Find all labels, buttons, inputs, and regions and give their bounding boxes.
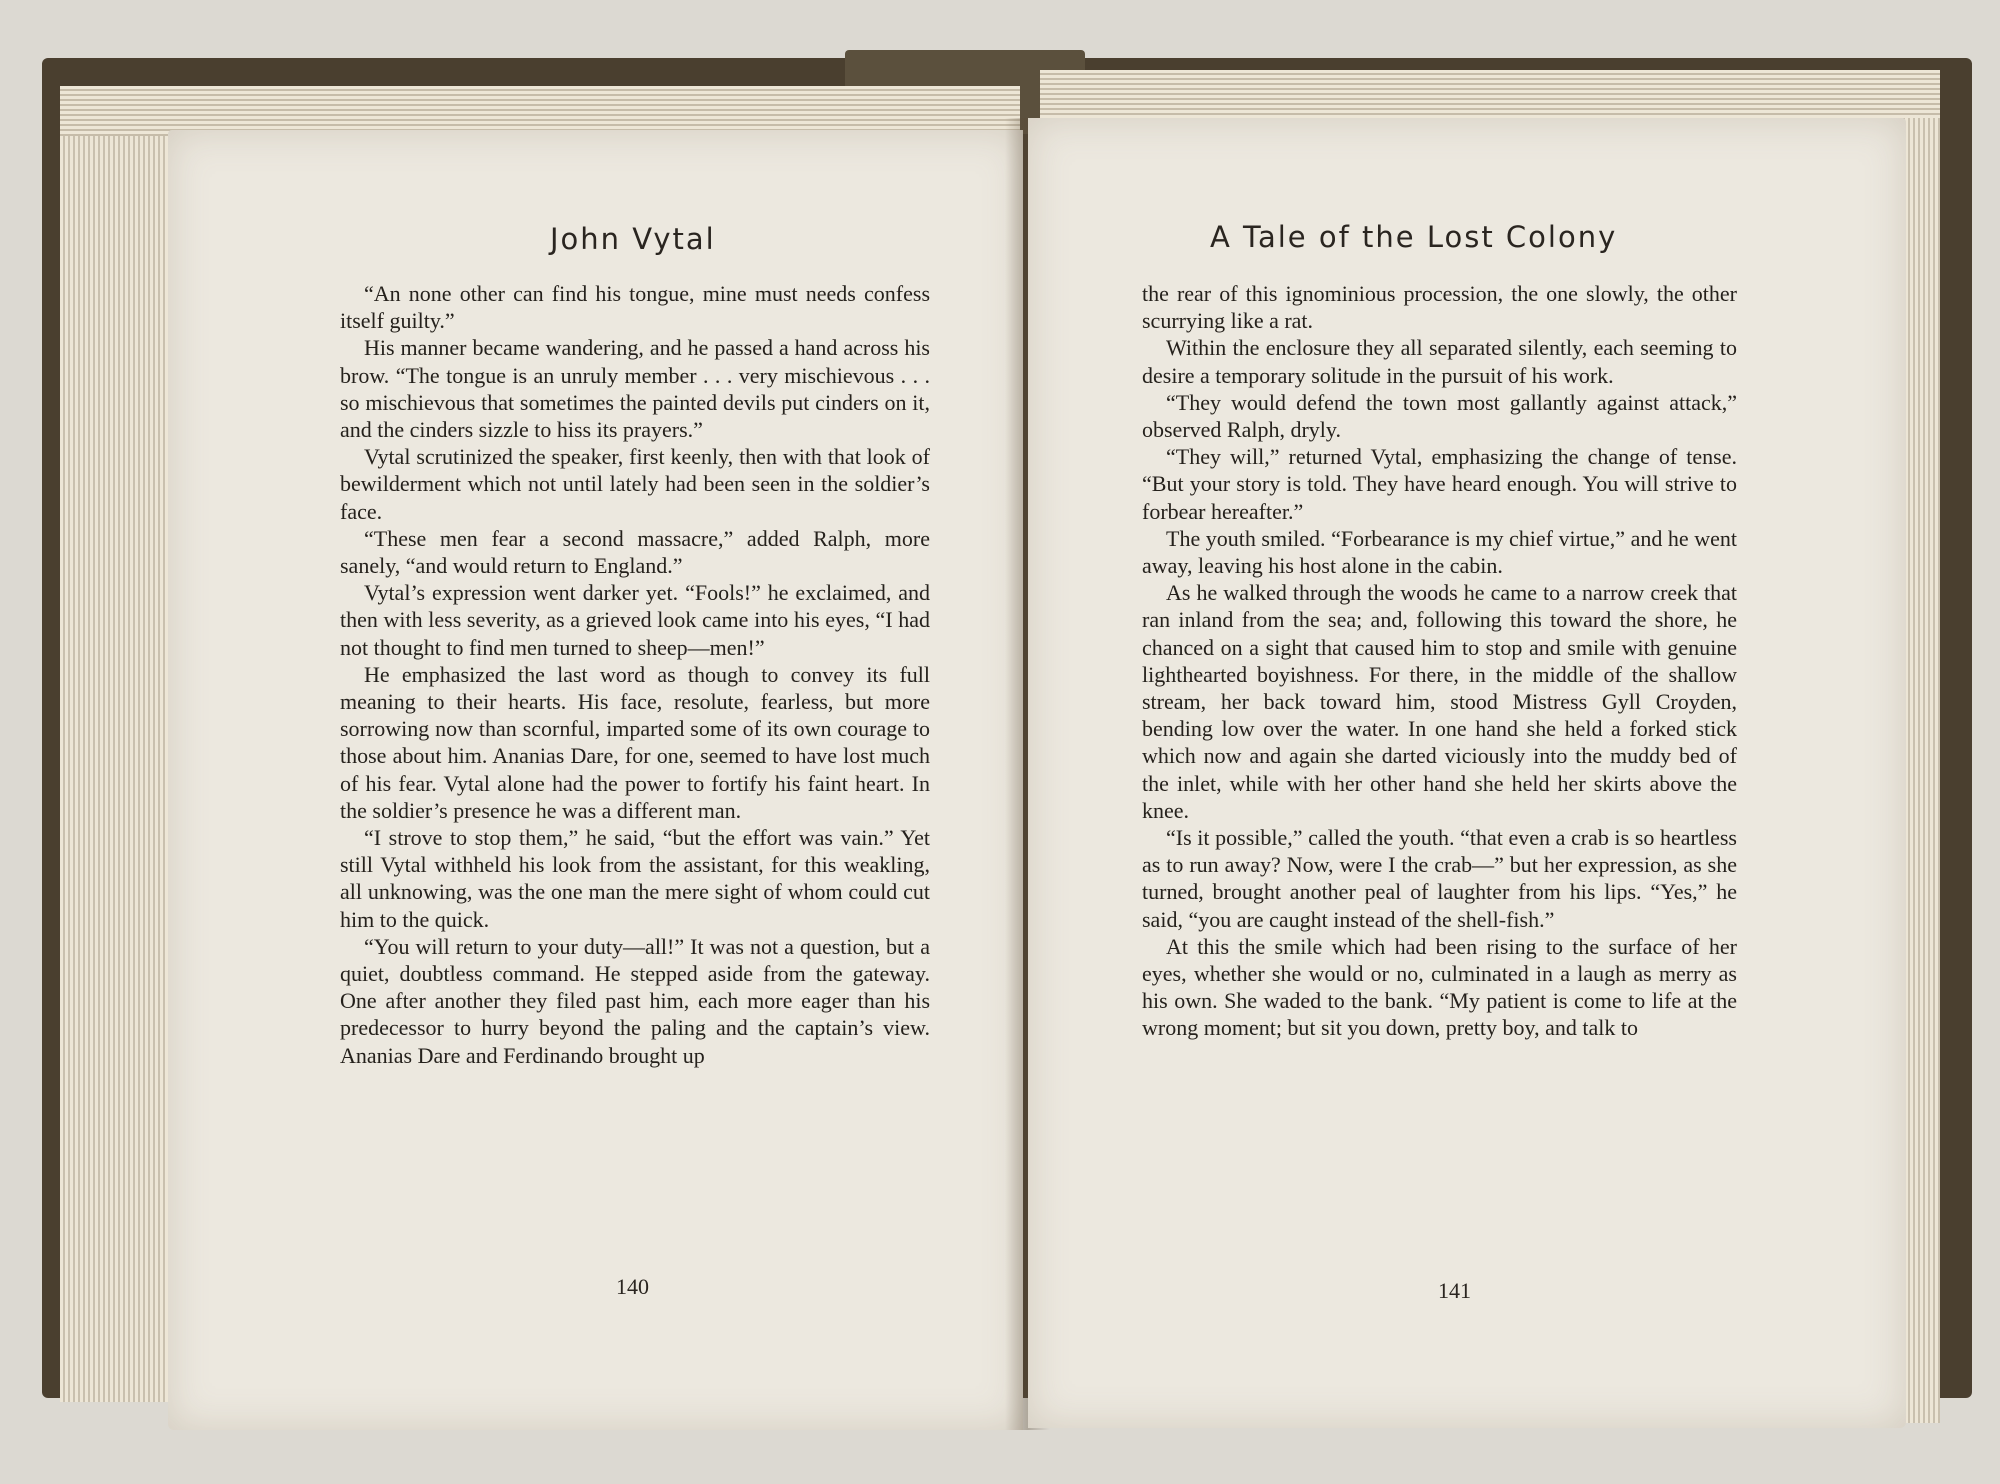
page-number-right: 141	[1438, 1278, 1471, 1303]
paragraph: He emphasized the last word as though to convey its full meaning to their hearts. His face, resolute, fearless, but more sorrowing now than scornful, imparted some of its own courage to those about him. Ananias Dare, for one, seemed to have lost much of his fear. Vytal alone had the power to fortify his faint heart. In the soldier’s presence he was a different man.	[340, 661, 930, 823]
paragraph: “I strove to stop them,” he said, “but the effort was vain.” Yet still Vytal withheld his look from the assistant, for this weakling, all unknowing, was the one man the mere sight of whom could cut him to the quick.	[340, 825, 930, 932]
left-page	[168, 130, 1023, 1430]
paragraph: His manner became wandering, and he passed a hand across his brow. “The tongue is an unruly member . . . very mischievous . . . so mischievous that sometimes the painted devils put cinders on it, and the cinders sizzle to hiss its prayers.”	[340, 335, 930, 443]
page-number-left: 140	[616, 1274, 649, 1299]
running-head-left: John Vytal	[550, 222, 716, 256]
paragraph: “Is it possible,” called the youth. “that even a crab is so heartless as to run away? Now, were I the crab—” but her expression, as she turned, brought another peal of laughter from his lips. “Yes,” he said, “you are caught instead of the shell-fish.”	[1142, 825, 1737, 932]
paragraph: The youth smiled. “Forbearance is my chief virtue,” and he went away, leaving his host alone in the cabin.	[1142, 525, 1737, 579]
paragraph: “They will,” returned Vytal, emphasizing the change of tense. “But your story is told. They have heard enough. You will strive to forbear hereafter.”	[1142, 444, 1737, 524]
running-head-right: A Tale of the Lost Colony	[1210, 220, 1618, 254]
page-edges-top-left	[60, 86, 1020, 136]
paragraph: At this the smile which had been rising to the surface of her eyes, whether she would or no, culminated in a laugh as merry as his own. She waded to the bank. “My patient is come to life at the wrong moment; but sit you down, pretty boy, and talk to	[1142, 933, 1737, 1041]
left-page-text	[340, 280, 930, 1069]
paragraph: “An none other can find his tongue, mine must needs confess itself guilty.”	[340, 281, 930, 334]
right-page	[1028, 118, 1906, 1428]
paragraph: Vytal’s expression went darker yet. “Fools!” he exclaimed, and then with less severity, as a grieved look came into his eyes, “I had not thought to find men turned to sheep—men!”	[340, 580, 930, 660]
page-edges-top-right	[1040, 70, 1940, 118]
paragraph: the rear of this ignominious procession, the one slowly, the other scurrying like a rat.	[1142, 281, 1737, 334]
paragraph: “These men fear a second massacre,” added Ralph, more sanely, “and would return to England.”	[340, 525, 930, 579]
page-edges-left	[60, 92, 180, 1402]
paragraph: Within the enclosure they all separated silently, each seeming to desire a temporary solitude in the pursuit of his work.	[1142, 335, 1737, 388]
paragraph: Vytal scrutinized the speaker, first keenly, then with that look of bewilderment which not until lately had been seen in the soldier’s face.	[340, 444, 930, 524]
right-page-text	[1142, 280, 1737, 1042]
paragraph: “You will return to your duty—all!” It was not a question, but a quiet, doubtless command. He stepped aside from the gateway. One after another they filed past him, each more eager than his predecessor to hurry beyond the paling and the captain’s view. Ananias Dare and Ferdinando brought up	[340, 933, 930, 1068]
paragraph: As he walked through the woods he came to a narrow creek that ran inland from the sea; and, following this toward the shore, he chanced on a sight that caused him to stop and smile with genuine lighthearted boyishness. For there, in the middle of the shallow stream, her back toward him, stood Mistress Gyll Croyden, bending low over the water. In one hand she held a forked stick which now and again she darted viciously into the muddy bed of the inlet, while with her other hand she held her skirts above the knee.	[1142, 580, 1737, 823]
paragraph: “They would defend the town most gallantly against attack,” observed Ralph, dryly.	[1142, 389, 1737, 443]
